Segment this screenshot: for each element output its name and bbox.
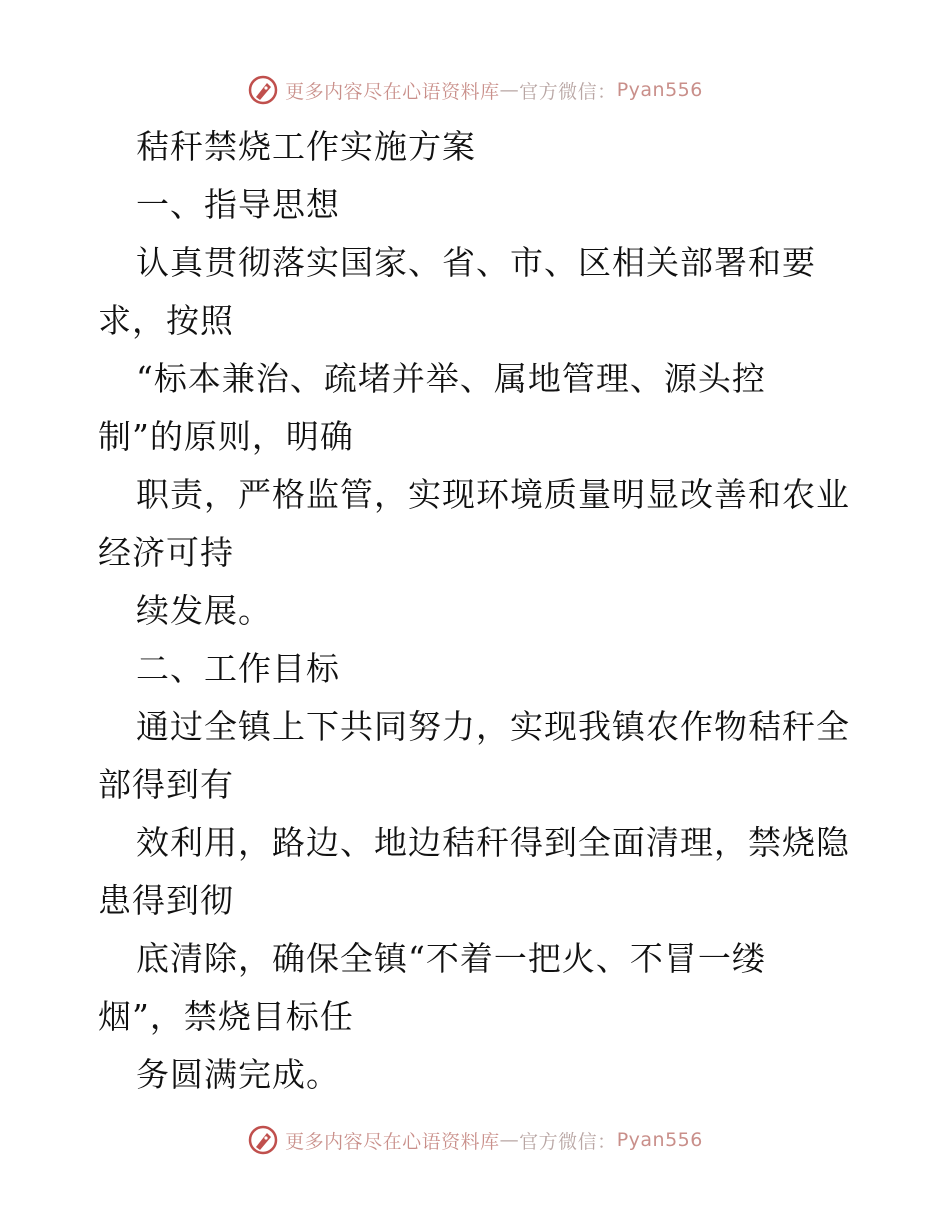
header-wechat-label: 官方微信： (519, 80, 617, 103)
footer-wechat-label: 官方微信： (519, 1130, 617, 1153)
text-line: 经济可持 (98, 533, 234, 572)
header-separator: — (499, 79, 520, 101)
text-line: “标本兼治、疏堵并举、属地管理、源头控 (136, 359, 766, 398)
text-line: 效利用，路边、地边秸秆得到全面清理，禁烧隐 (136, 823, 850, 862)
text-line: 务圆满完成。 (136, 1055, 340, 1094)
text-line: 续发展。 (136, 591, 272, 630)
text-line: 职责，严格监管，实现环境质量明显改善和农业 (136, 475, 850, 514)
text-line: 部得到有 (98, 765, 234, 804)
text-line: 认真贯彻落实国家、省、市、区相关部署和要 (136, 243, 816, 282)
text-line: 患得到彻 (98, 881, 234, 920)
text-line: 烟”，禁烧目标任 (98, 997, 354, 1036)
pen-nib-icon (247, 74, 279, 106)
footer-banner (0, 1120, 950, 1160)
section-heading-1: 一、指导思想 (136, 185, 340, 224)
header-banner (0, 70, 950, 110)
text-line: 求，按照 (98, 301, 234, 340)
pen-nib-icon (247, 1124, 279, 1156)
text-line: 底清除，确保全镇“不着一把火、不冒一缕 (136, 939, 766, 978)
header-wechat-id: Pyan556 (616, 79, 703, 101)
text-line: 通过全镇上下共同努力，实现我镇农作物秸秆全 (136, 707, 850, 746)
footer-separator: — (499, 1129, 520, 1151)
section-heading-2: 二、工作目标 (136, 649, 340, 688)
text-line: 制”的原则，明确 (98, 417, 354, 456)
footer-wechat-id: Pyan556 (616, 1129, 703, 1151)
document-title: 秸秆禁烧工作实施方案 (136, 127, 476, 166)
footer-slogan: 更多内容尽在心语资料库 (285, 1130, 500, 1153)
header-slogan: 更多内容尽在心语资料库 (285, 80, 500, 103)
